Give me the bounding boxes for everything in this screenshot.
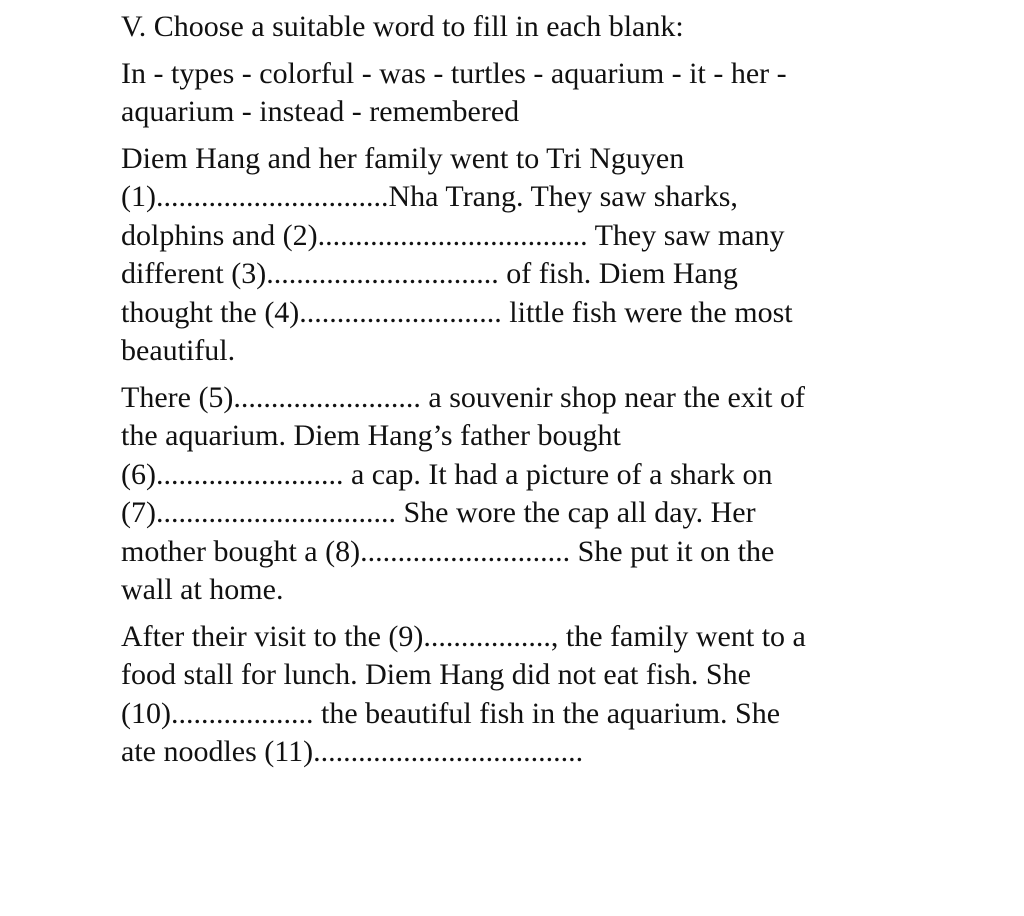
paragraph-2: [121, 379, 911, 610]
paragraph-line: beautiful.: [121, 334, 236, 367]
paragraph-line: (1)...............................Nha Trang. They saw sharks,: [121, 180, 738, 213]
word-bank-line: In - types - colorful - was - turtles - aquarium - it - her -: [121, 56, 787, 90]
paragraph-line: (10)................... the beautiful fish in the aquarium. She: [121, 696, 781, 730]
spacer: [121, 132, 911, 140]
spacer: [121, 610, 911, 618]
paragraph-line: dolphins and (2).................................... They saw many: [121, 218, 785, 252]
exercise-page: [121, 8, 911, 772]
paragraph-line: thought the (4)........................... little fish were the most: [121, 295, 793, 329]
paragraph-line: mother bought a (8)............................ She put it on the: [121, 534, 775, 568]
paragraph-line: (6)......................... a cap. It had a picture of a shark on: [121, 457, 773, 491]
spacer: [121, 371, 911, 379]
paragraph-line: There (5)......................... a souvenir shop near the exit of: [121, 380, 805, 414]
paragraph-line: wall at home.: [121, 573, 284, 606]
paragraph-line: ate noodles (11)....................................: [121, 735, 584, 768]
paragraph-line: different (3)............................... of fish. Diem Hang: [121, 257, 738, 290]
spacer: [121, 47, 911, 55]
paragraph-line: (7)................................ She wore the cap all day. Her: [121, 496, 756, 529]
paragraph-3: [121, 618, 911, 772]
paragraph-line: Diem Hang and her family went to Tri Nguyen: [121, 141, 685, 175]
paragraph-1: [121, 140, 911, 371]
paragraph-line: food stall for lunch. Diem Hang did not eat fish. She: [121, 658, 751, 691]
word-bank-line: aquarium - instead - remembered: [121, 95, 520, 128]
word-bank: [121, 55, 911, 132]
paragraph-line: the aquarium. Diem Hang’s father bought: [121, 419, 621, 452]
paragraph-line: After their visit to the (9)................., the family went to a: [121, 619, 806, 653]
exercise-heading: V. Choose a suitable word to fill in each blank:: [121, 10, 684, 43]
